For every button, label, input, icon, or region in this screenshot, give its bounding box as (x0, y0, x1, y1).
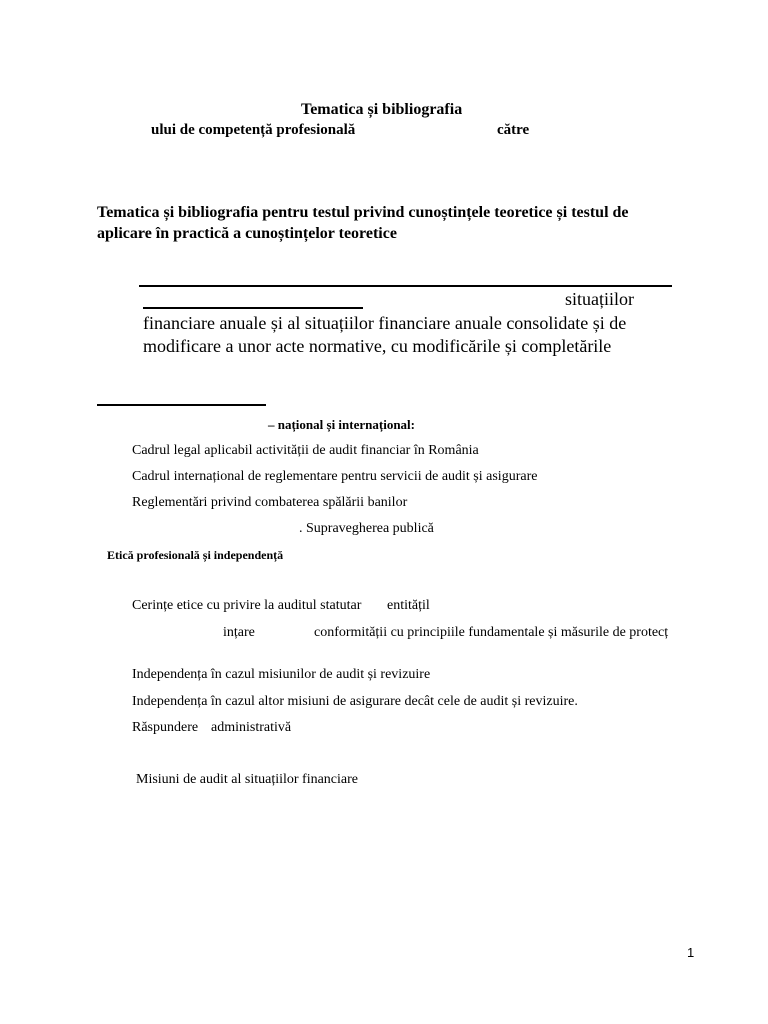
list-item: Independența în cazul misiunilor de audit și revizuire (132, 667, 431, 682)
list-item-fragment: entitățil (387, 598, 430, 613)
section-title-line2: aplicare în practică a cunoștințelor teoretice (97, 225, 397, 242)
redaction-line-2 (143, 307, 363, 309)
section-a-heading: – național și internațional: (268, 417, 415, 432)
law-text-line2: financiare anuale și al situațiilor financiare anuale consolidate și de (143, 313, 627, 333)
law-text-line3: modificare a unor acte normative, cu modificările și completările (143, 336, 612, 356)
list-item: Cerințe etice cu privire la auditul statutar (132, 598, 362, 613)
list-item: Cadrul legal aplicabil activității de audit financiar în România (132, 443, 479, 458)
document-subtitle-left: ului de competență profesională (151, 122, 356, 138)
redaction-line-1 (139, 285, 672, 287)
list-item-fragment: ințare (223, 625, 255, 640)
document-subtitle-right: către (497, 122, 530, 138)
list-item: Reglementări privind combaterea spălării banilor (132, 495, 408, 510)
list-item: conformității cu principiile fundamentale și măsurile de protecț (314, 625, 669, 640)
list-item: Independența în cazul altor misiuni de asigurare decât cele de audit și revizuire. (132, 694, 578, 709)
list-item: . Supravegherea publică (299, 521, 434, 536)
list-item: Misiuni de audit al situațiilor financiare (136, 772, 358, 787)
section-title-line1: Tematica și bibliografia pentru testul privind cunoștințele teoretice și testul de (97, 204, 629, 221)
page-number: 1 (687, 945, 695, 960)
redaction-line-3 (97, 404, 266, 406)
law-text-line1-tail: situațiilor (565, 289, 634, 309)
document-title: Tematica și bibliografia (301, 101, 463, 118)
list-item: Cadrul internațional de reglementare pentru servicii de audit și asigurare (132, 469, 538, 484)
list-item: Răspundere (132, 720, 199, 735)
list-item-fragment: administrativă (211, 720, 292, 735)
section-b-heading: Etică profesională și independență (107, 548, 284, 562)
